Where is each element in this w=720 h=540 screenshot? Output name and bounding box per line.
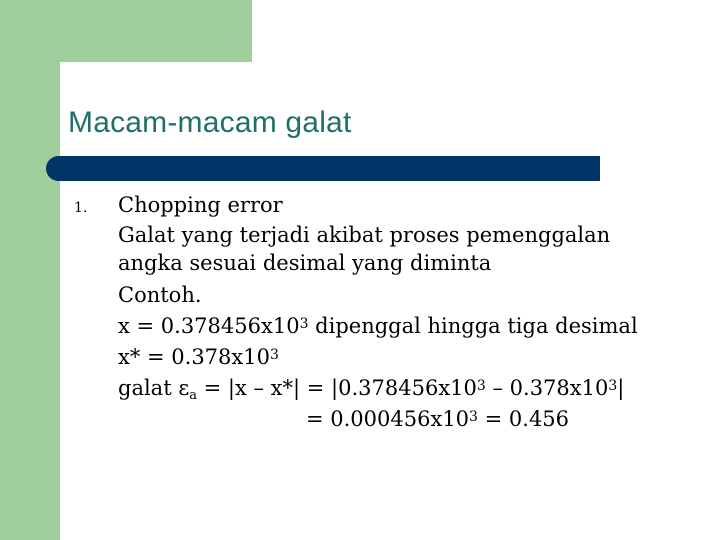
galat-equation: galat $\varepsilon_a = |x - x*| = |0.378456x10^3 - 0.378x10^3|$ <box>118 376 625 403</box>
list-number: 1. <box>74 200 88 216</box>
xstar-equation: $x* = 0.378x10^3$ <box>118 345 279 369</box>
title-underline-bar <box>46 156 600 181</box>
definition-line-2: angka sesuai desimal yang diminta <box>118 251 492 275</box>
slide-content <box>118 190 638 435</box>
left-green-band <box>0 0 60 540</box>
heading-text: Chopping error <box>118 193 283 217</box>
top-green-band <box>0 0 252 62</box>
definition-line-1: Galat yang terjadi akibat proses pemenggalan <box>118 223 611 247</box>
slide-title: Macam-macam galat <box>68 106 352 139</box>
heading-line <box>118 190 638 221</box>
result-equation: = $0.000456x10^3 = 0.456$ <box>306 407 570 431</box>
example-label: Contoh. <box>118 283 202 307</box>
x-equation: $x = 0.378456x10^3$ dipenggal hingga tiga desimal <box>118 314 638 338</box>
